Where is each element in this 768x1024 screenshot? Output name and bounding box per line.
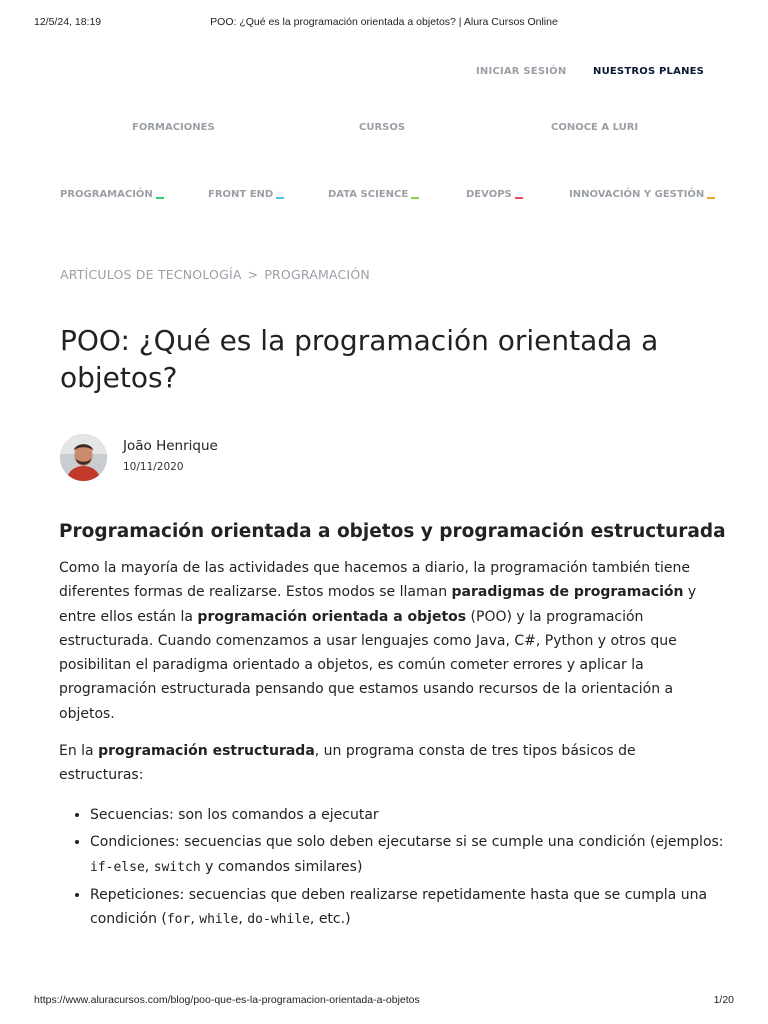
author-avatar (60, 434, 107, 481)
category-label: FRONT END (208, 189, 274, 200)
category-data-science[interactable] (328, 189, 419, 200)
nav-formations[interactable]: FORMACIONES (132, 122, 215, 133)
print-page-title: POO: ¿Qué es la programación orientada a objetos? | Alura Cursos Online (210, 16, 558, 28)
text-run: , (144, 858, 154, 875)
bold-text: programación estructurada (98, 743, 315, 759)
inline-code: do-while (247, 912, 310, 928)
print-header (34, 16, 734, 30)
login-link[interactable]: INICIAR SESIÓN (476, 66, 567, 77)
text-run: Condiciones: secuencias que solo deben ejecutarse si se cumple una condición (ejemplos: (90, 834, 724, 851)
category-devops[interactable] (466, 189, 523, 200)
breadcrumb-separator: > (247, 267, 259, 282)
bold-text: paradigmas de programación (451, 584, 684, 601)
section-heading: Programación orientada a objetos y programación estructurada (59, 521, 726, 542)
breadcrumb-articles[interactable]: ARTÍCULOS DE TECNOLOGÍA (60, 267, 242, 282)
category-color-bar (515, 197, 523, 199)
category-label: PROGRAMACIÓN (60, 189, 153, 200)
breadcrumb (60, 267, 370, 282)
list-item (90, 803, 740, 827)
inline-code: while (199, 912, 239, 928)
article-title: POO: ¿Qué es la programación orientada a objetos? (60, 324, 659, 394)
text-run: y entre ellos están la (59, 584, 697, 625)
list-item (90, 830, 740, 880)
text-run: , (190, 911, 200, 928)
text-run: , un programa consta de tres tipos básicos de estructuras: (59, 743, 636, 784)
plans-link[interactable]: NUESTROS PLANES (593, 66, 705, 77)
bold-text: programación orientada a objetos (197, 608, 467, 625)
text-run: y comandos similares) (200, 858, 363, 875)
nav-courses[interactable]: CURSOS (359, 122, 406, 133)
paragraph-structures (59, 739, 715, 788)
list-item (90, 883, 740, 933)
category-nav (0, 189, 768, 203)
text-run: Repeticiones: secuencias que deben realizarse repetidamente hasta que se cumpla una condición ( (90, 886, 708, 928)
category-programacion[interactable] (60, 189, 164, 200)
print-page-number: 1/20 (713, 994, 734, 1006)
text-run: En la (59, 743, 99, 759)
nav-luri[interactable]: CONOCE A LURI (551, 122, 639, 133)
print-date: 12/5/24, 18:19 (34, 16, 102, 28)
category-label: INNOVACIÓN Y GESTIÓN (569, 189, 705, 200)
category-color-bar (411, 197, 419, 199)
text-run: , (238, 911, 248, 928)
category-color-bar (156, 197, 164, 199)
top-nav (0, 66, 768, 80)
category-innovacion[interactable] (569, 189, 715, 200)
category-label: DATA SCIENCE (328, 189, 409, 200)
inline-code: if-else (90, 859, 145, 875)
breadcrumb-programacion[interactable]: PROGRAMACIÓN (264, 267, 370, 282)
main-nav (0, 122, 768, 136)
inline-code: switch (153, 859, 201, 875)
category-color-bar (276, 197, 284, 199)
category-front-end[interactable] (208, 189, 284, 200)
author-name[interactable]: João Henrique (123, 438, 218, 454)
inline-code: for (166, 912, 191, 928)
avatar-portrait-icon (60, 434, 107, 481)
text-run: Secuencias: son los comandos a ejecutar (90, 807, 379, 823)
print-url: https://www.aluracursos.com/blog/poo-que-es-la-programacion-orientada-a-objetos (34, 994, 420, 1006)
category-color-bar (707, 197, 715, 199)
structures-list (59, 803, 740, 935)
text-run: Como la mayoría de las actividades que hacemos a diario, la programación también tiene diferentes formas de realizarse. Estos modos se llaman (59, 560, 691, 601)
category-label: DEVOPS (466, 189, 512, 200)
text-run: (POO) y la programación estructurada. Cuando comenzamos a usar lenguajes como Java, C#, Python y otros que posibilitan el paradigma orientado a objetos, es común cometer errores y aplicar la programación estructurada pensando que estamos usando recursos de la orientación a objetos. (59, 608, 677, 722)
publish-date: 10/11/2020 (123, 461, 184, 473)
paragraph-intro (59, 556, 715, 726)
text-run: , etc.) (309, 911, 351, 928)
print-footer (34, 994, 734, 1008)
